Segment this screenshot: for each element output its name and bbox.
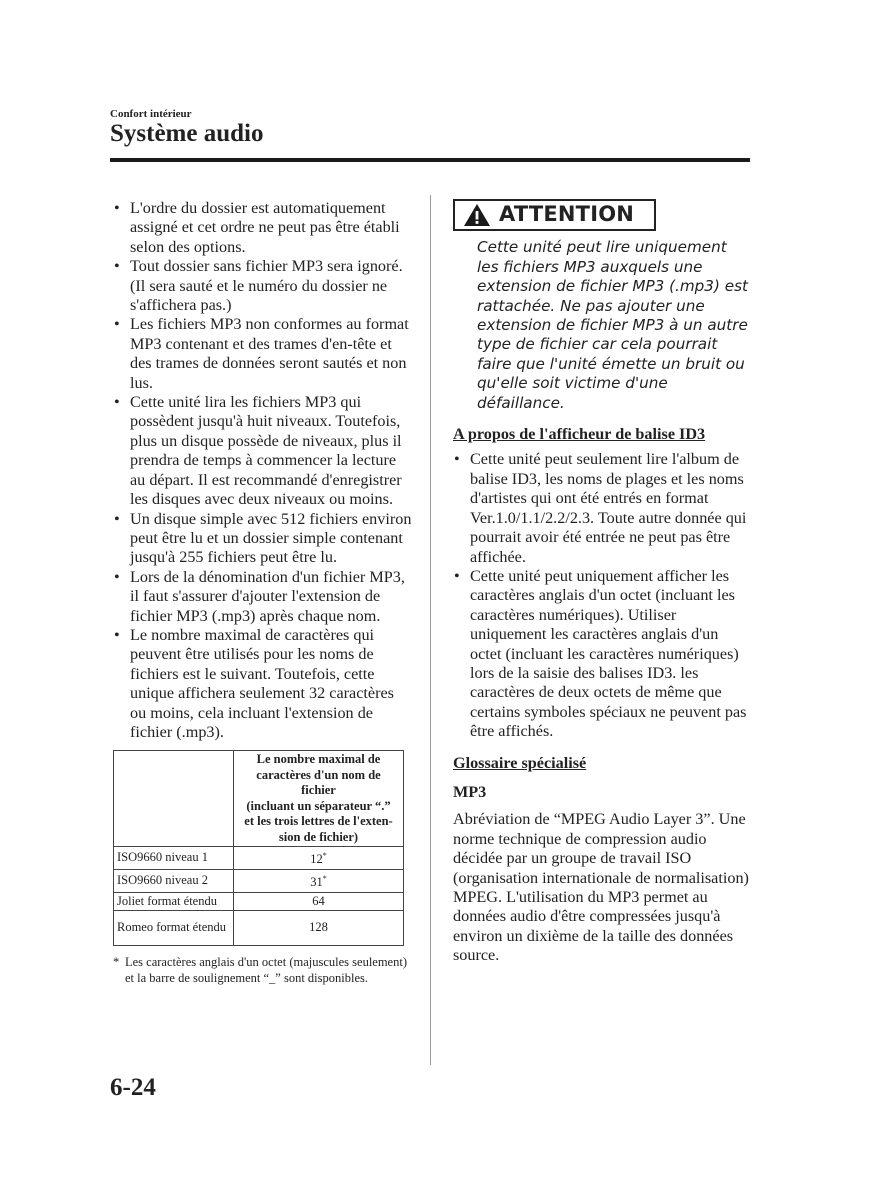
footnote-mark: * xyxy=(322,851,327,861)
list-item: • L'ordre du dossier est automatiquement assigné et cet ordre ne peut pas être établi selon des options. xyxy=(113,199,413,257)
attention-label: ATTENTION xyxy=(499,202,635,227)
footnote-text: Les caractères anglais d'un octet (majuscules seulement) et la barre de soulignement “_” sont disponibles. xyxy=(125,955,407,986)
value-text: 12 xyxy=(310,852,323,867)
glossary-term: MP3 xyxy=(453,782,487,801)
glossary-definition: Abréviation de “MPEG Audio Layer 3”. Une norme technique de compression audio décidée par un groupe de travail ISO (organisation internationale de normalisation) MPEG. L'utilisation du MP3 permet au données audio d'être compressées jusqu'à environ un dixième de la taille des données source. xyxy=(453,810,749,965)
list-item: • Cette unité peut seulement lire l'album de balise ID3, les noms de plages et les noms d'artistes qui ont été entrés en format Ver.1.0/1.1/2.2/2.3. Toute autre donnée qui pourrait avoir été entrée ne peut pas être affichée. xyxy=(453,450,751,566)
format-cell: Joliet format étendu xyxy=(114,892,234,911)
left-column xyxy=(113,199,413,986)
id3-heading: A propos de l'afficheur de balise ID3 xyxy=(453,425,706,444)
column-divider xyxy=(430,195,431,1065)
table-header-row xyxy=(114,751,404,847)
warning-triangle-icon xyxy=(463,203,491,227)
footnote-mark: * xyxy=(322,874,327,884)
header-line: (incluant un séparateur “.” xyxy=(246,798,391,813)
table-row xyxy=(114,911,404,946)
right-column xyxy=(453,199,751,966)
table-column-header xyxy=(234,751,404,847)
format-cell: ISO9660 niveau 2 xyxy=(114,870,234,893)
table-corner-cell xyxy=(114,751,234,847)
header-line: caractères d'un nom de xyxy=(256,767,381,782)
attention-text: Cette unité peut lire uniquement les fichiers MP3 auxquels une extension de fichier MP3 (.mp3) est rattachée. Ne pas ajouter une extension de fichier MP3 à un autre type de fichier car cela pourrait faire que l'unité émette un bruit ou qu'elle soit victime d'une défaillance. xyxy=(477,238,748,412)
value-cell xyxy=(234,847,404,870)
value-text: 128 xyxy=(309,920,328,935)
page-number: 6-24 xyxy=(110,1074,156,1101)
page-title: Système audio xyxy=(110,120,264,147)
attention-box xyxy=(453,199,656,231)
value-cell xyxy=(234,911,404,946)
header-line: sion de fichier) xyxy=(278,829,359,844)
mp3-notes-list xyxy=(113,199,413,742)
list-item: • Lors de la dénomination d'un fichier MP3, il faut s'assurer d'ajouter l'extension de fichier MP3 (.mp3) après chaque nom. xyxy=(113,568,413,626)
format-cell: Romeo format étendu xyxy=(114,911,234,946)
list-item: • Un disque simple avec 512 fichiers environ peut être lu et un dossier simple contenant jusqu'à 255 fichiers peut être lu. xyxy=(113,510,413,568)
table-row xyxy=(114,892,404,911)
table-row xyxy=(114,847,404,870)
section-label: Confort intérieur xyxy=(110,108,192,120)
value-text: 31 xyxy=(310,875,323,890)
value-cell xyxy=(234,870,404,893)
list-item: • Cette unité peut uniquement afficher les caractères anglais d'un octet (incluant les caractères numériques). Utiliser uniquement les caractères anglais d'un octet (incluant les caractères numériques) lors de la saisie des balises ID3. les caractères de deux octets de même que certains symboles spéciaux ne peuvent pas être affichés. xyxy=(453,567,751,742)
table-footnote xyxy=(113,954,413,986)
table-row xyxy=(114,870,404,893)
list-item: • Les fichiers MP3 non conformes au format MP3 contenant et des trames d'en-tête et des trames de données seront sautés et non lus. xyxy=(113,315,413,393)
list-item: • Le nombre maximal de caractères qui peuvent être utilisés pour les noms de fichiers est le suivant. Toutefois, cette unique affichera seulement 32 caractères ou moins, cela incluant l'extension de fichier (.mp3). xyxy=(113,626,413,742)
filename-length-table xyxy=(113,750,404,946)
header-line: et les trois lettres de l'exten- xyxy=(244,814,393,829)
value-text: 64 xyxy=(312,893,325,908)
header-line: Le nombre maximal de xyxy=(256,752,381,767)
id3-notes-list xyxy=(453,450,751,741)
value-cell xyxy=(234,892,404,911)
list-item: • Cette unité lira les fichiers MP3 qui possèdent jusqu'à huit niveaux. Toutefois, plus un disque possède de niveaux, plus il prendra de temps à commencer la lecture au départ. Il est recommandé d'enregistrer les disques avec deux niveaux ou moins. xyxy=(113,393,413,509)
glossary-heading: Glossaire spécialisé xyxy=(453,753,587,772)
footnote-mark: * xyxy=(113,955,120,970)
header-rule xyxy=(110,158,750,162)
list-item: • Tout dossier sans fichier MP3 sera ignoré. (Il sera sauté et le numéro du dossier ne s'affichera pas.) xyxy=(113,257,413,315)
header-line: fichier xyxy=(301,783,336,798)
format-cell: ISO9660 niveau 1 xyxy=(114,847,234,870)
